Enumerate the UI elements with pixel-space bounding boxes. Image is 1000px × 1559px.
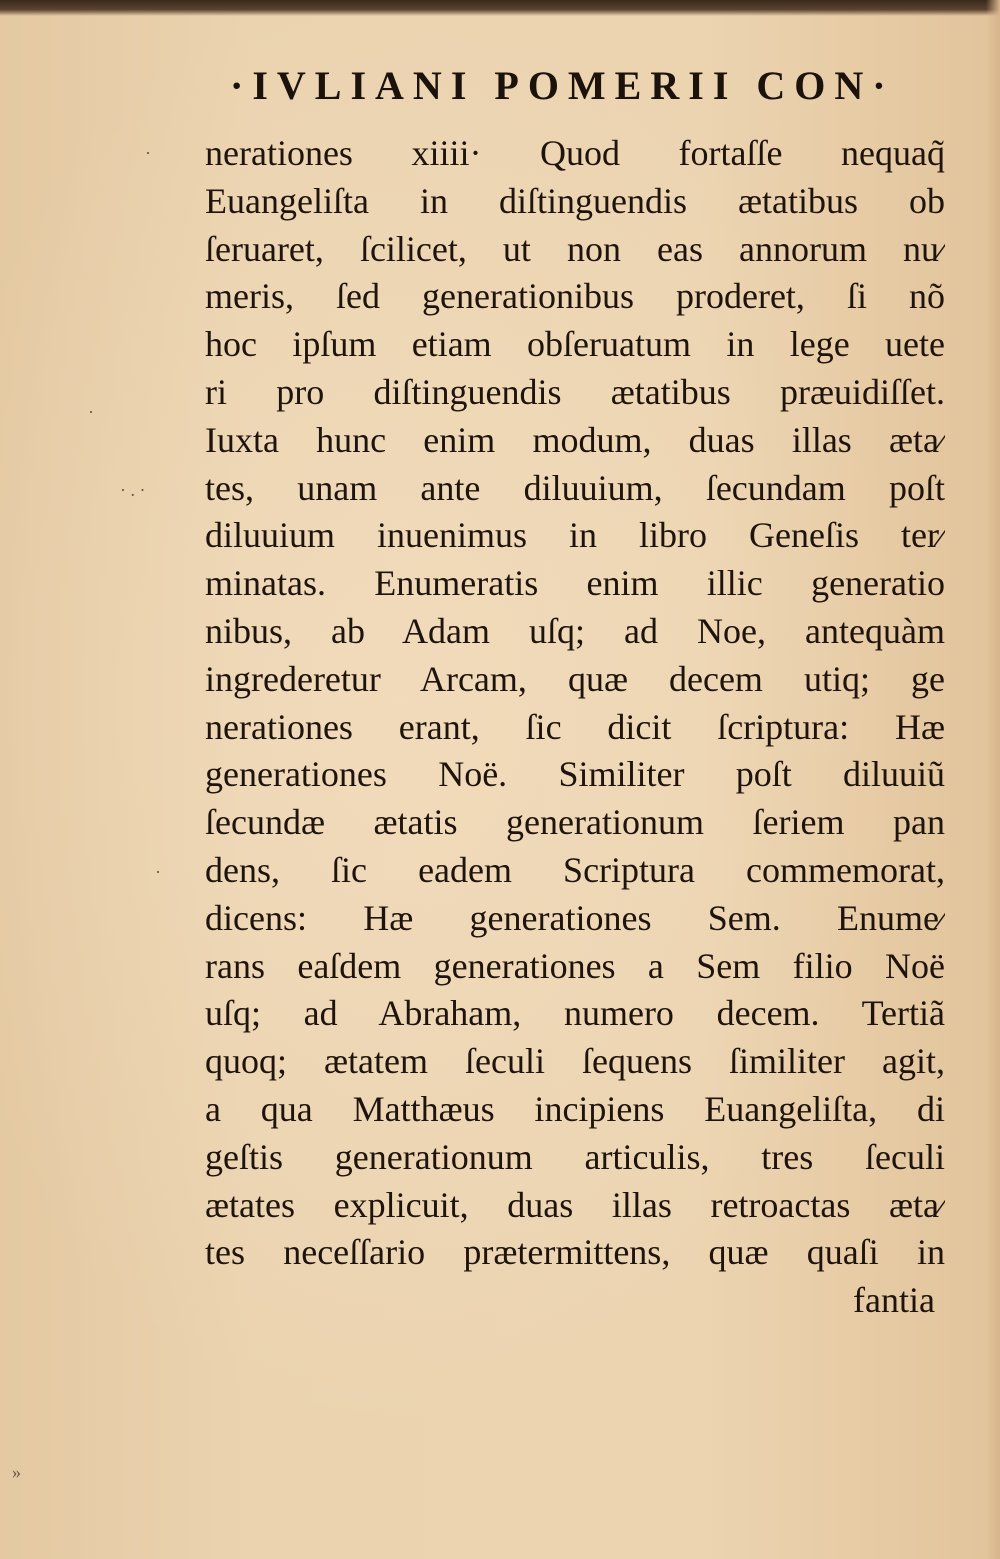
page-top-edge [0, 0, 1000, 16]
page-right-edge [986, 0, 1000, 1559]
margin-mark: · [145, 143, 151, 163]
margin-mark: · [88, 402, 94, 422]
text-line: quoq; ætatem ſeculi ſequens ſimiliter agit, [205, 1041, 945, 1082]
text-line: nerationes erant, ſic dicit ſcriptura: Hæ [205, 706, 945, 747]
margin-mark: » [12, 1462, 21, 1482]
text-line: ingrederetur Arcam, quæ decem utiq; ge [205, 658, 945, 699]
text-line: tes, unam ante diluuium, ſecundam poſt [205, 467, 945, 508]
running-head: ·IVLIANI POMERII CON· [230, 63, 895, 108]
text-line: Iuxta hunc enim modum, duas illas æta⁄ [205, 419, 945, 460]
text-line: dicens: Hæ generationes Sem. Enume⁄ [205, 897, 945, 938]
text-line: ſeruaret, ſcilicet, ut non eas annorum nu⁄ [205, 228, 945, 269]
margin-mark: · [155, 862, 161, 882]
text-line: nerationes xiiii· Quod fortaſſe nequaq̃ [205, 133, 945, 173]
text-line: ſecundæ ætatis generationum ſeriem pan [205, 802, 945, 843]
text-line: generationes Noë. Similiter poſt diluuiũ [205, 754, 945, 795]
text-line: ætates explicuit, duas illas retroactas æta⁄ [205, 1184, 945, 1225]
text-line: ri pro diſtinguendis ætatibus præuidiſſet. [205, 371, 945, 412]
text-line: Euangeliſta in diſtinguendis ætatibus ob [205, 180, 945, 221]
text-line: dens, ſic eadem Scriptura commemorat, [205, 849, 945, 890]
text-line: a qua Matthæus incipiens Euangeliſta, di [205, 1088, 945, 1129]
text-line: tes neceſſario prætermittens, quæ quaſi in [205, 1232, 945, 1273]
text-line: minatas. Enumeratis enim illic generatio [205, 563, 945, 604]
text-line: rans eaſdem generationes a Sem filio Noë [205, 945, 945, 986]
text-line: geſtis generationum articulis, tres ſeculi [205, 1136, 945, 1177]
text-line: diluuium inuenimus in libro Geneſis ter⁄ [205, 515, 945, 556]
margin-mark: · . · [120, 480, 146, 500]
text-line: nibus, ab Adam uſq; ad Noe, antequàm [205, 610, 945, 651]
text-line: hoc ipſum etiam obſeruatum in lege uete [205, 324, 945, 365]
catchword: fantia [853, 1280, 935, 1321]
text-line: uſq; ad Abraham, numero decem. Tertiã [205, 993, 945, 1034]
body-text [205, 130, 945, 1325]
text-line: meris, ſed generationibus proderet, ſi nõ [205, 276, 945, 317]
